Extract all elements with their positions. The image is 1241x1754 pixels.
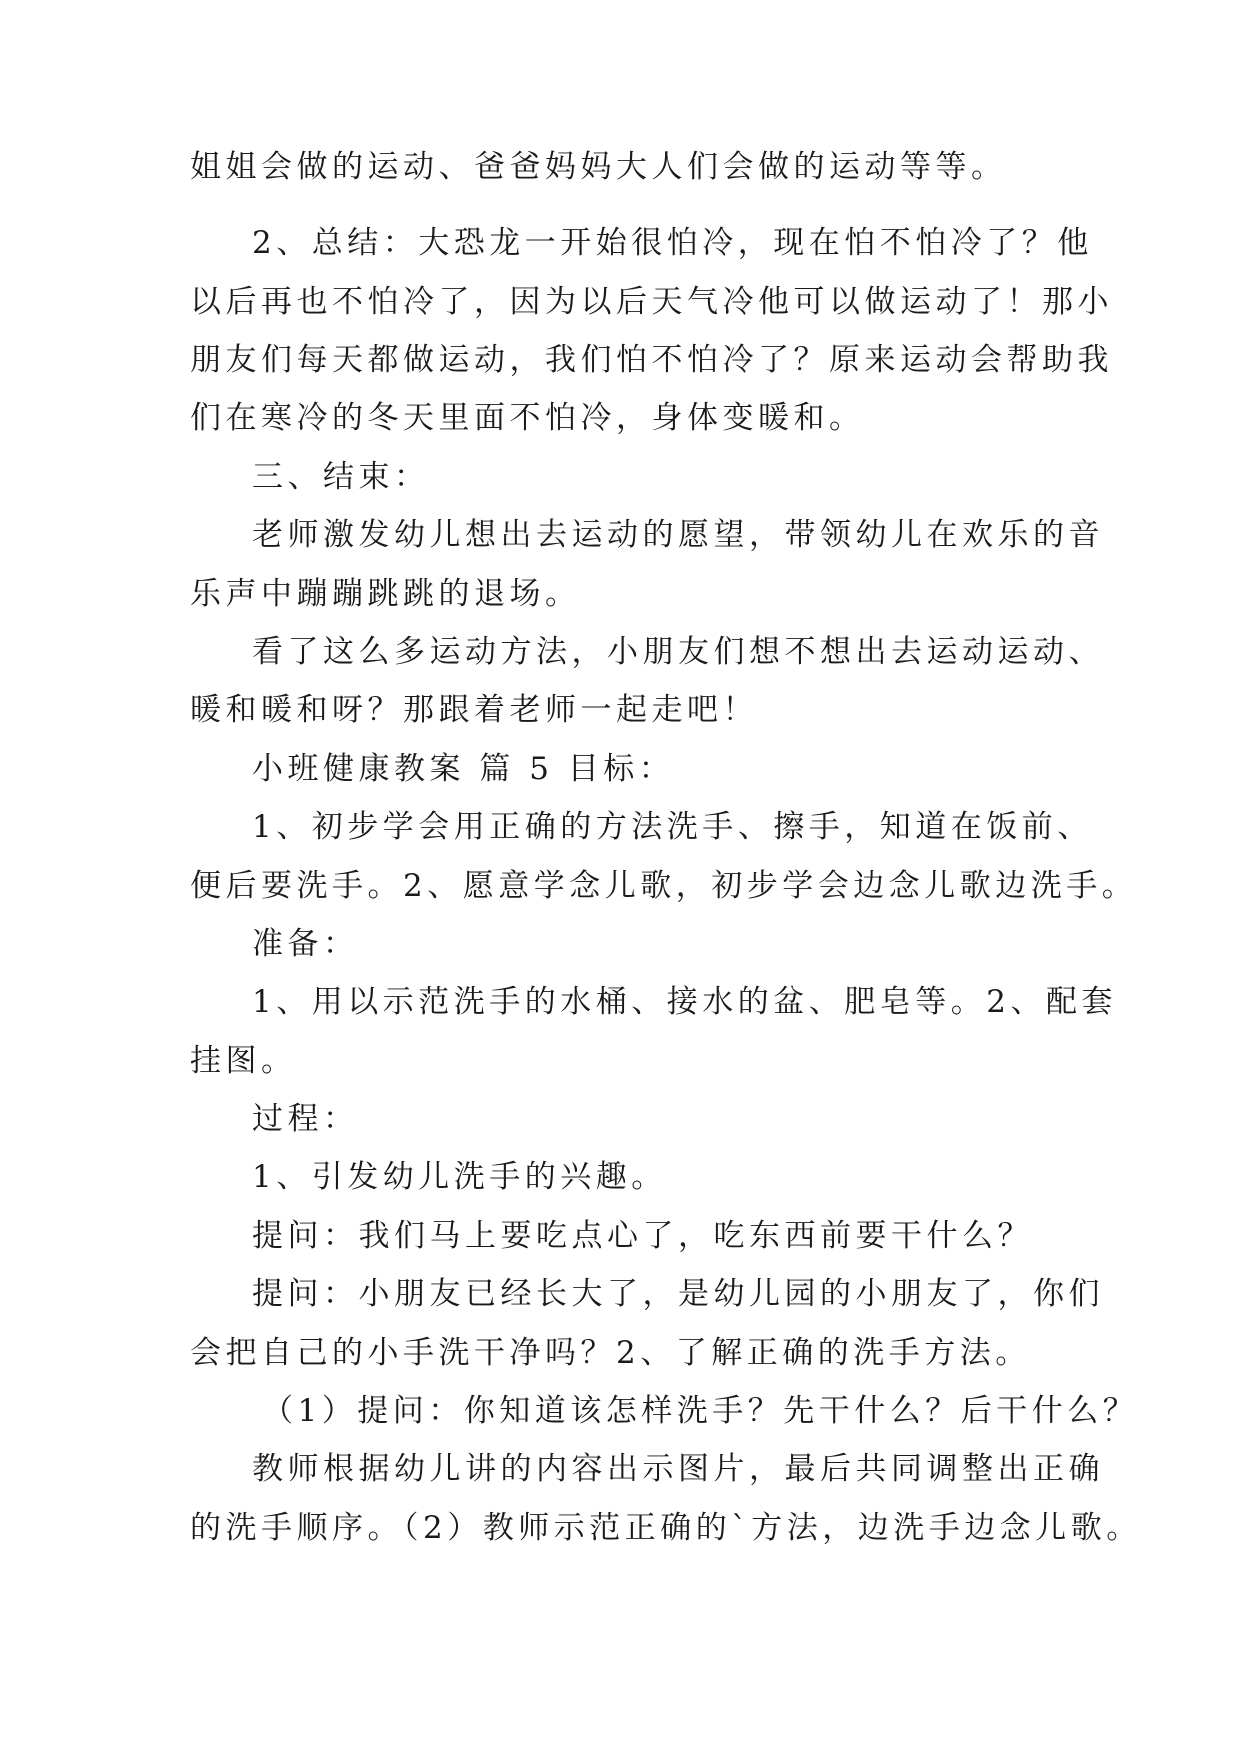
text-line-13: 便后要洗手。2、愿意学念儿歌，初步学会边念儿歌边洗手。 (190, 868, 1138, 904)
text-line-15: 1、用以示范洗手的水桶、接水的盆、肥皂等。2、配套 (252, 984, 1117, 1020)
text-line-22: （1）提问：你知道该怎样洗手？先干什么？后干什么？ (262, 1393, 1139, 1429)
text-line-7: 老师激发幼儿想出去运动的愿望，带领幼儿在欢乐的音 (252, 517, 1104, 553)
text-line-23: 教师根据幼儿讲的内容出示图片，最后共同调整出正确 (252, 1451, 1104, 1487)
text-line-18: 1、引发幼儿洗手的兴趣。 (252, 1159, 667, 1195)
text-line-1: 姐姐会做的运动、爸爸妈妈大人们会做的运动等等。 (190, 149, 1007, 185)
section-heading-prep: 准备： (252, 926, 359, 962)
text-line-24: 的洗手顺序。（2）教师示范正确的`方法，边洗手边念儿歌。 (190, 1510, 1142, 1546)
section-heading-process: 过程： (252, 1101, 359, 1137)
text-line-20: 提问：小朋友已经长大了，是幼儿园的小朋友了，你们 (252, 1276, 1104, 1312)
section-heading-end: 三、结束： (252, 459, 430, 495)
text-line-5: 们在寒冷的冬天里面不怕冷，身体变暖和。 (190, 400, 865, 436)
text-line-2: 2、总结：大恐龙一开始很怕冷，现在怕不怕冷了？他 (252, 225, 1093, 261)
text-line-21: 会把自己的小手洗干净吗？2、了解正确的洗手方法。 (190, 1335, 1031, 1371)
text-line-4: 朋友们每天都做运动，我们怕不怕冷了？原来运动会帮助我 (190, 342, 1113, 378)
text-line-3: 以后再也不怕冷了，因为以后天气冷他可以做运动了！那小 (190, 284, 1113, 320)
text-line-9: 看了这么多运动方法，小朋友们想不想出去运动运动、 (252, 634, 1104, 670)
lesson-title: 小班健康教案 篇 5 目标： (252, 751, 675, 787)
text-line-16: 挂图。 (190, 1043, 297, 1079)
text-line-19: 提问：我们马上要吃点心了，吃东西前要干什么？ (252, 1218, 1033, 1254)
text-line-12: 1、初步学会用正确的方法洗手、擦手，知道在饭前、 (252, 809, 1093, 845)
text-line-8: 乐声中蹦蹦跳跳的退场。 (190, 576, 581, 612)
text-line-10: 暖和暖和呀？那跟着老师一起走吧！ (190, 692, 758, 728)
